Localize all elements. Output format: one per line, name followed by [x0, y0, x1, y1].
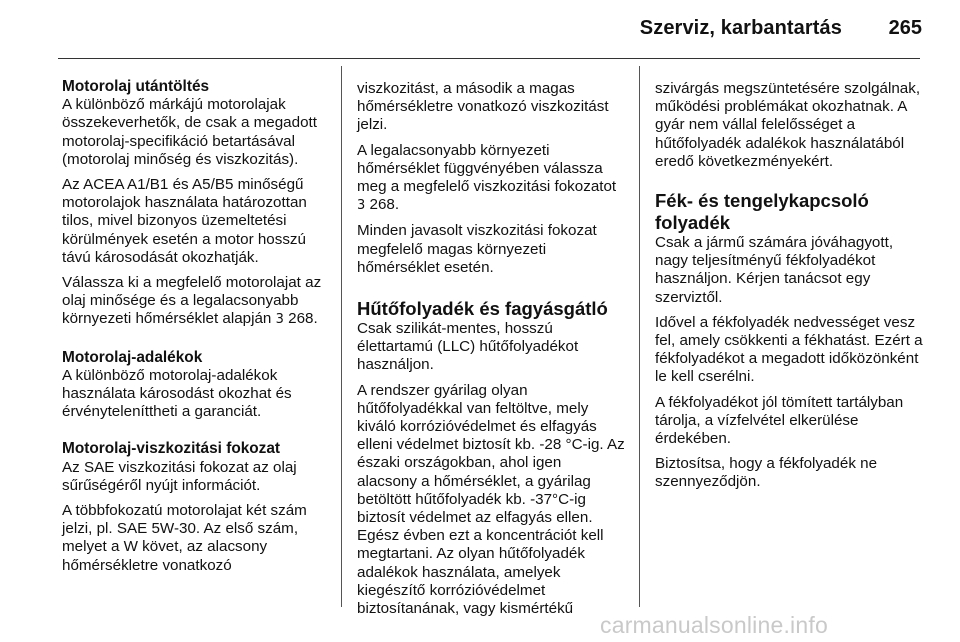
spacer	[655, 178, 923, 190]
page-number: 265	[888, 17, 922, 39]
paragraph: Minden javasolt viszkozitási fokozat megfelelő magas környezeti hőmérséklet esetén.	[357, 222, 597, 276]
page-title: Szerviz, karbantartás	[639, 17, 842, 39]
watermark: carmanualsonline.info	[600, 612, 828, 638]
section-heading-oil-additives: Motorolaj-adalékok	[62, 348, 203, 366]
spacer	[62, 428, 328, 440]
spacer	[62, 337, 328, 349]
paragraph-text: A legalacsonyabb környezeti hőmérséklet függvényében válassza meg a megfelelő viszkozitási fokozatot	[357, 141, 617, 196]
header-rule	[58, 58, 920, 59]
paragraph: Idővel a fékfolyadék nedvességet vesz fel, amely csökkenti a fékhatást. Ezért a fékfolyadékot a megadott időközönként le kell cserélni.	[655, 313, 923, 386]
page-ref-link[interactable]: 268.	[288, 310, 318, 328]
paragraph: Az SAE viszkozitási fokozat az olaj sűrűségéről nyújt információt.	[62, 458, 297, 494]
column-divider-2	[639, 66, 640, 607]
section-heading-oil-viscosity: Motorolaj-viszkozitási fokozat	[62, 440, 281, 458]
page-ref-icon: 3	[357, 198, 366, 214]
paragraph: Csak a jármű számára jóváhagyott, nagy teljesítményű fékfolyadékot használjon. Kérjen tanácsot egy szerviztől.	[655, 234, 894, 306]
paragraph: Biztosítsa, hogy a fékfolyadék ne szennyeződjön.	[655, 455, 878, 491]
page-header	[0, 0, 960, 60]
column-divider-1	[341, 66, 342, 607]
section-heading-coolant: Hűtőfolyadék és fagyásgátló	[357, 298, 608, 320]
section-heading-motor-oil-topup: Motorolaj utántöltés	[62, 78, 210, 95]
paragraph: A különböző márkájú motorolajak összekeverhetők, de csak a megadott motorolaj-specifikáció betartásával (motorolaj minőség és viszkozitás).	[62, 96, 317, 168]
section-heading-brake-fluid: Fék- és tengelykapcsoló folyadék	[655, 190, 869, 234]
paragraph: A többfokozatú motorolajat két szám jelzi, pl. SAE 5W-30. Az első szám, melyet a W követ, az alacsony hőmérsékletre vonatkozó	[62, 502, 307, 574]
paragraph	[357, 142, 625, 216]
column-3	[655, 80, 923, 499]
paragraph: Csak szilikát-mentes, hosszú élettartamú (LLC) hűtőfolyadékot használjon.	[357, 320, 579, 374]
paragraph: viszkozitást, a második a magas hőmérsékletre vonatkozó viszkozitást jelzi.	[357, 80, 609, 134]
page-ref-icon: 3	[275, 312, 284, 328]
paragraph	[62, 274, 328, 330]
paragraph: A rendszer gyárilag olyan hűtőfolyadékkal van feltöltve, mely kiváló korrózióvédelmet és elfagyás elleni védelmet biztosít kb. -28 °C-ig. Az északi országokban, ahol igen alacsony a hőmérséklet, a gyárilag betöltött hűtőfolyadék kb. -37°C-ig biztosít védelmet az elfagyás ellen. Egész évben ezt a koncentrációt kell megtartani. Az olyan hűtőfolyadék adalékok használata, amelyek kiegészítő korrózióvédelmet biztosítanának, vagy kismértékű	[357, 381, 625, 618]
column-1	[62, 78, 328, 582]
paragraph-text: Válassza ki a megfelelő motorolajat az olaj minősége és a legalacsonyabb környezeti hőmérséklet alapján	[62, 274, 322, 328]
spacer	[357, 284, 625, 298]
paragraph: A különböző motorolaj-adalékok használata károsodást okozhat és érvényteleníttheti a garanciát.	[62, 366, 292, 421]
paragraph: szivárgás megszüntetésére szolgálnak, működési problémákat okozhatnak. A gyár nem vállal felelősséget a hűtőfolyadék adalékok használatából eredő következményekért.	[655, 80, 921, 170]
column-2	[357, 80, 625, 625]
page-ref-link[interactable]: 268.	[369, 196, 400, 214]
paragraph: Az ACEA A1/B1 és A5/B5 minőségű motorolajok használata határozottan tilos, mivel bizonyos üzemeltetési körülmények esetén a motor hosszú távú károsodását okozhatják.	[62, 176, 307, 266]
paragraph: A fékfolyadékot jól tömített tartályban tárolja, a vízfelvétel elkerülése érdekében.	[655, 393, 904, 448]
